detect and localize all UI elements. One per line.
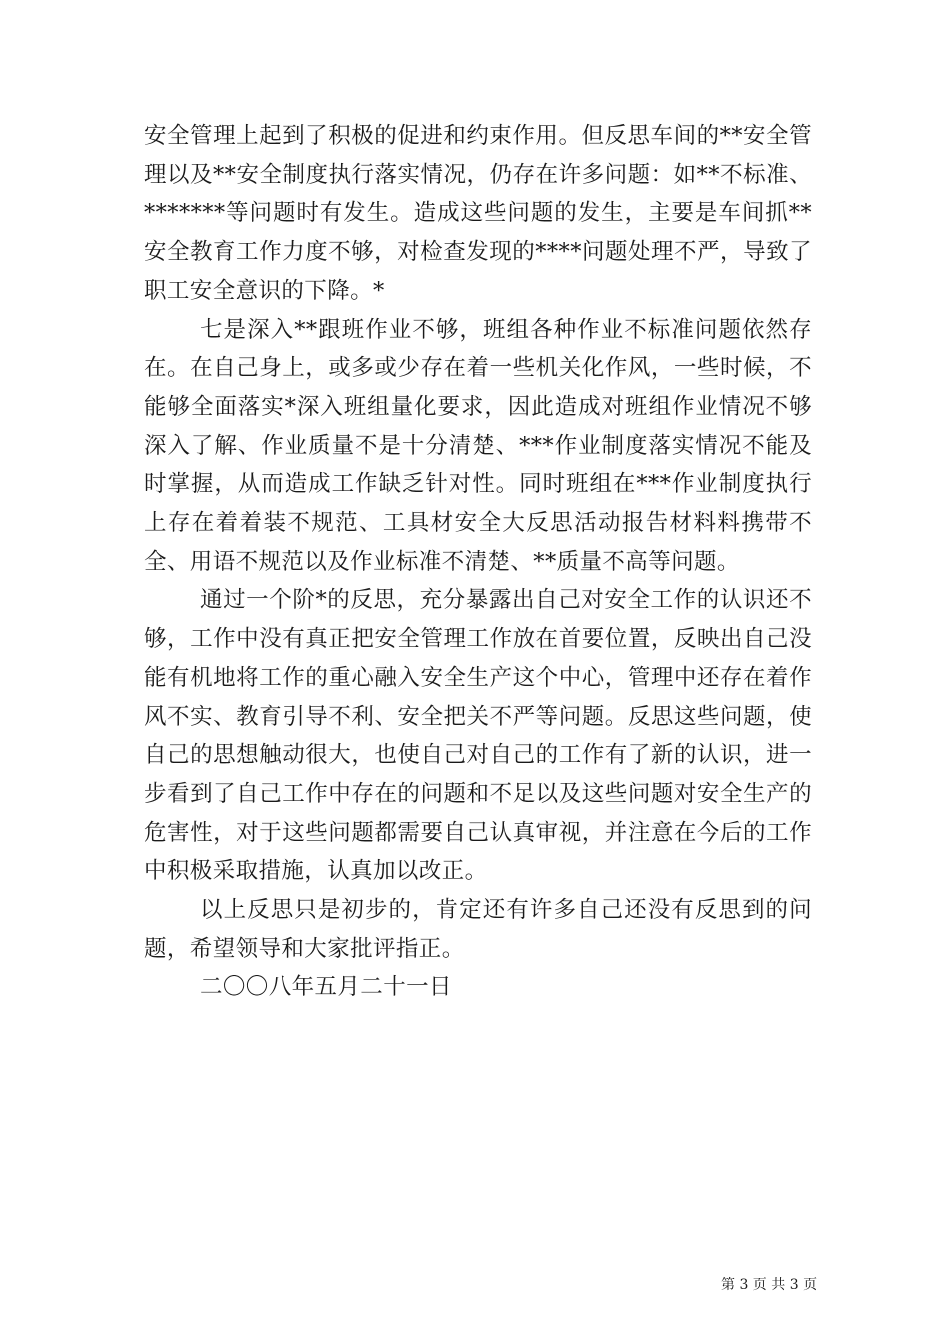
paragraph-point-seven: 七是深入**跟班作业不够，班组各种作业不标准问题依然存在。在自己身上，或多或少存在着一些机关化作风，一些时候，不能够全面落实*深入班组量化要求，因此造成对班组作业情况不够深入了解、作业质量不是十分清楚、***作业制度落实情况不能及时掌握，从而造成工作缺乏针对性。同时班组在***作业制度执行上存在着着装不规范、工具材安全大反思活动报告材料料携带不全、用语不规范以及作业标准不清楚、**质量不高等问题。	[144, 316, 812, 575]
paragraph-reflection-summary: 通过一个阶*的反思，充分暴露出自己对安全工作的认识还不够，工作中没有真正把安全管理工作放在首要位置，反映出自己没能有机地将工作的重心融入安全生产这个中心，管理中还存在着作风不实、教育引导不利、安全把关不严等问题。反思这些问题，使自己的思想触动很大，也使自己对自己的工作有了新的认识，进一步看到了自己工作中存在的问题和不足以及这些问题对安全生产的危害性，对于这些问题都需要自己认真审视，并注意在今后的工作中积极采取措施，认真加以改正。	[144, 587, 812, 885]
paragraph-closing: 以上反思只是初步的，肯定还有许多自己还没有反思到的问题，希望领导和大家批评指正。	[144, 897, 812, 962]
page-number-footer: 第 3 页 共 3 页	[721, 1277, 818, 1293]
document-date: 二〇〇八年五月二十一日	[200, 974, 452, 1001]
document-body	[144, 117, 812, 1007]
paragraph-continuation: 安全管理上起到了积极的促进和约束作用。但反思车间的**安全管理以及**安全制度执行落实情况，仍存在许多问题：如**不标准、*******等问题时有发生。造成这些问题的发生，主要是车间抓**安全教育工作力度不够，对检查发现的****问题处理不严，导致了职工安全意识的下降。*	[144, 123, 812, 304]
